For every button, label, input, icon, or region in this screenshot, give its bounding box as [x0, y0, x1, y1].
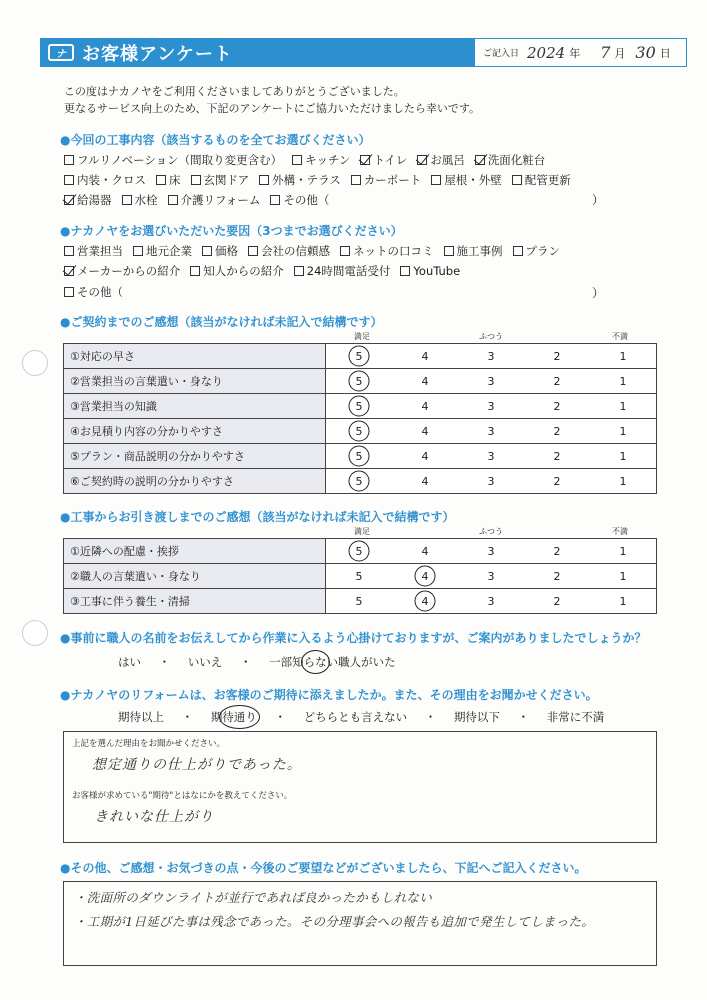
nakanoya-logo-icon: ナ — [48, 44, 74, 61]
rating-score-4[interactable]: 4 — [421, 424, 429, 438]
checkbox-icon[interactable] — [270, 195, 280, 205]
checkbox-checked-icon[interactable] — [417, 155, 427, 165]
rating-score-2[interactable]: 2 — [553, 349, 561, 363]
q1-title: ●今回の工事内容（該当するものを全てお選びください） — [60, 133, 371, 147]
rating-score-4[interactable]: 4 — [421, 374, 429, 388]
rating-scores — [326, 469, 657, 494]
checkbox-option[interactable] — [512, 172, 571, 188]
q3-title: ●ご契約までのご感想（該当がなければ未記入で結構です） — [60, 315, 383, 329]
rating-label: ①近隣への配慮・挨拶 — [64, 539, 326, 564]
rating-scores — [326, 369, 657, 394]
rating-score-3[interactable]: 3 — [487, 449, 495, 463]
punch-hole-bottom — [22, 620, 48, 646]
rating-score-1[interactable]: 1 — [619, 474, 627, 488]
q5-partial-post: い職人がいた — [326, 655, 396, 669]
date-day[interactable]: 30 — [635, 43, 656, 62]
rating-label: ①対応の早さ — [64, 344, 326, 369]
rating-label: ②営業担当の言葉遣い・身なり — [64, 369, 326, 394]
checkbox-label: お風呂 — [430, 153, 465, 167]
checkbox-icon[interactable] — [64, 287, 74, 297]
checkbox-label: 外構・テラス — [272, 173, 341, 187]
checkbox-label: 24時間電話受付 — [306, 264, 391, 278]
checkbox-label: 会社の信頼感 — [261, 244, 330, 258]
rating-scores — [326, 394, 657, 419]
rating-score-1[interactable]: 1 — [619, 569, 627, 583]
checkbox-label: その他（ — [77, 285, 123, 299]
intro-text — [64, 83, 480, 117]
rating-score-5[interactable]: 5 — [326, 350, 392, 363]
checkbox-option[interactable] — [64, 284, 123, 300]
q4-rating-table — [63, 538, 657, 614]
q6-expect-label: お客様が求めている"期待"とはなにかを教えてください。 — [72, 791, 293, 801]
date-month[interactable]: 7 — [600, 43, 611, 62]
rating-score-2[interactable]: 2 — [553, 424, 561, 438]
q2-title: ●ナカノヤをお選びいただいた要因（3つまでお選びください） — [60, 224, 403, 238]
rating-row — [64, 469, 657, 494]
checkbox-icon[interactable] — [444, 246, 454, 256]
q2-other-close-paren: ） — [592, 286, 605, 300]
checkbox-label: 屋根・外壁 — [444, 173, 502, 187]
checkbox-option[interactable] — [168, 192, 261, 208]
q7-title: ●その他、ご感想・お気づきの点・今後のご要望などがございましたら、下記へご記入ください。 — [60, 861, 587, 875]
checkbox-icon[interactable] — [248, 246, 258, 256]
checkbox-icon[interactable] — [400, 266, 410, 276]
q6-as-expected-pre: 期 — [210, 710, 223, 724]
date-label: ご記入日 — [483, 49, 520, 59]
rating-score-5[interactable]: 5 — [326, 375, 392, 388]
rating-score-4[interactable]: 4 — [421, 399, 429, 413]
checkbox-label: メーカーからの紹介 — [77, 264, 181, 278]
rating-score-1[interactable]: 1 — [619, 349, 627, 363]
rating-score-1[interactable]: 1 — [619, 424, 627, 438]
rating-score-5[interactable]: 5 — [326, 425, 392, 438]
checkbox-label: カーポート — [363, 173, 422, 187]
rating-score-4[interactable]: 4 — [421, 349, 429, 363]
q4-scale-high: 満足 — [354, 527, 370, 536]
q1-row-1 — [64, 152, 555, 168]
checkbox-option[interactable] — [513, 243, 561, 259]
checkbox-checked-icon[interactable] — [475, 155, 485, 165]
date-month-unit: 月 — [614, 46, 626, 60]
checkbox-checked-icon[interactable] — [64, 195, 74, 205]
rating-score-3[interactable]: 3 — [487, 474, 495, 488]
rating-label: ③工事に伴う養生・清掃 — [64, 589, 326, 614]
q6-sep: ・ — [517, 710, 530, 724]
rating-score-5[interactable]: 5 — [326, 545, 392, 558]
q6-option-as-expected[interactable] — [211, 710, 257, 724]
checkbox-label: 配管更新 — [524, 173, 571, 187]
rating-row — [64, 419, 657, 444]
rating-score-5[interactable]: 5 — [326, 475, 392, 488]
rating-score-5[interactable]: 5 — [355, 594, 363, 608]
checkbox-option[interactable] — [190, 263, 284, 279]
date-year-unit: 年 — [569, 46, 581, 60]
q7-comment-line-2[interactable]: ・工期が1日延びた事は残念であった。その分理事会への報告も追加で発生してしまった。 — [74, 914, 595, 929]
q6-option-below[interactable]: 期待以下 — [453, 710, 500, 724]
checkbox-icon[interactable] — [340, 246, 350, 256]
q6-option-very-unsatisfied[interactable]: 非常に不満 — [546, 710, 605, 724]
q6-title: ●ナカノヤのリフォームは、お客様のご期待に添えましたか。また、その理由をお聞かせください。 — [60, 688, 598, 702]
checkbox-option[interactable] — [351, 172, 422, 188]
date-day-unit: 日 — [659, 46, 671, 60]
rating-row — [64, 369, 657, 394]
rating-label: ⑥ご契約時の説明の分かりやすさ — [64, 469, 326, 494]
checkbox-icon[interactable] — [351, 175, 361, 185]
checkbox-option[interactable] — [64, 243, 123, 259]
rating-score-3[interactable]: 3 — [487, 594, 495, 608]
checkbox-label: 床 — [169, 173, 181, 187]
rating-score-1[interactable]: 1 — [619, 449, 627, 463]
rating-score-4[interactable]: 4 — [421, 474, 429, 488]
checkbox-label: 水栓 — [134, 193, 158, 207]
rating-scores — [326, 344, 657, 369]
rating-score-5[interactable]: 5 — [326, 400, 392, 413]
rating-score-3[interactable]: 3 — [487, 399, 495, 413]
rating-score-2[interactable]: 2 — [553, 449, 561, 463]
checkbox-option[interactable] — [417, 152, 465, 168]
rating-row — [64, 589, 657, 614]
checkbox-option[interactable] — [248, 243, 330, 259]
rating-score-4[interactable]: 4 — [421, 449, 429, 463]
checkbox-icon[interactable] — [190, 266, 200, 276]
q2-row-1 — [64, 243, 570, 259]
q7-comment-line-1[interactable]: ・洗面所のダウンライトが並行であれば良かったかもしれない — [74, 890, 433, 905]
checkbox-icon[interactable] — [156, 175, 166, 185]
rating-label: ④お見積り内容の分かりやすさ — [64, 419, 326, 444]
q1-row-3 — [64, 192, 339, 208]
q4-scale-low: 不満 — [612, 527, 628, 536]
checkbox-icon[interactable] — [168, 195, 178, 205]
rating-label: ②職人の言葉遣い・身なり — [64, 564, 326, 589]
rating-score-2[interactable]: 2 — [553, 374, 561, 388]
rating-score-3[interactable]: 3 — [487, 374, 495, 388]
rating-score-1[interactable]: 1 — [619, 374, 627, 388]
checkbox-icon[interactable] — [64, 155, 74, 165]
checkbox-option[interactable] — [475, 152, 546, 168]
checkbox-option[interactable] — [156, 172, 181, 188]
q6-option-above[interactable]: 期待以上 — [118, 710, 164, 724]
checkbox-label: 施工事例 — [456, 244, 503, 258]
checkbox-icon[interactable] — [64, 246, 74, 256]
rating-score-4[interactable]: 4 — [392, 570, 458, 583]
q6-reason-label: 上記を選んだ理由をお聞かせください。 — [72, 739, 226, 749]
checkbox-icon[interactable] — [64, 175, 74, 185]
checkbox-option[interactable] — [270, 192, 329, 208]
q3-scale-low: 不満 — [612, 332, 628, 341]
checkbox-icon[interactable] — [513, 246, 523, 256]
checkbox-option[interactable] — [202, 243, 238, 259]
rating-score-2[interactable]: 2 — [553, 544, 561, 558]
q6-options — [118, 709, 604, 725]
q4-scale-mid: ふつう — [479, 527, 503, 536]
intro-line-2: 更なるサービス向上のため、下記のアンケートにご協力いただけましたら幸いです。 — [64, 102, 481, 115]
checkbox-option[interactable] — [122, 192, 158, 208]
rating-label: ⑤プラン・商品説明の分かりやすさ — [64, 444, 326, 469]
q5-option-no[interactable]: いいえ — [187, 655, 223, 669]
checkbox-option[interactable] — [444, 243, 503, 259]
rating-row — [64, 564, 657, 589]
checkbox-checked-icon[interactable] — [360, 155, 370, 165]
rating-scores — [326, 444, 657, 469]
rating-score-3[interactable]: 3 — [487, 349, 495, 363]
q6-reason-text[interactable]: 想定通りの仕上がりであった。 — [92, 757, 302, 773]
rating-score-4[interactable]: 4 — [421, 544, 429, 558]
q7-comment-box[interactable] — [63, 881, 657, 966]
q3-rating-table — [63, 343, 657, 494]
q2-row-3 — [64, 284, 133, 300]
checkbox-label: 介護リフォーム — [180, 193, 261, 207]
q5-options — [118, 654, 396, 670]
q1-other-close-paren: ） — [592, 193, 605, 207]
checkbox-option[interactable] — [133, 243, 192, 259]
checkbox-label: トイレ — [373, 153, 408, 167]
q6-as-expected-circled: 待通り — [222, 710, 257, 724]
checkbox-option[interactable] — [400, 264, 460, 278]
checkbox-label: 営業担当 — [77, 244, 123, 258]
rating-row — [64, 394, 657, 419]
checkbox-icon[interactable] — [259, 175, 269, 185]
checkbox-option[interactable] — [360, 152, 407, 168]
checkbox-label: その他（ — [283, 193, 330, 207]
checkbox-icon[interactable] — [294, 266, 304, 276]
q6-sep: ・ — [181, 710, 194, 724]
q6-sep: ・ — [424, 710, 437, 724]
checkbox-label: 価格 — [215, 244, 238, 258]
checkbox-label: ネットの口コミ — [353, 244, 434, 258]
rating-row — [64, 539, 657, 564]
rating-score-3[interactable]: 3 — [487, 569, 495, 583]
checkbox-option[interactable] — [191, 172, 250, 188]
rating-scores — [326, 419, 657, 444]
checkbox-option[interactable] — [294, 263, 391, 279]
q6-option-neutral[interactable]: どちらとも言えない — [303, 710, 408, 724]
rating-scores — [326, 564, 657, 589]
checkbox-option[interactable] — [64, 192, 112, 208]
checkbox-checked-icon[interactable] — [64, 266, 74, 276]
q5-partial-pre: 一部知 — [269, 655, 304, 669]
rating-scores — [326, 589, 657, 614]
intro-line-1: この度はナカノヤをご利用くださいましてありがとうございました。 — [64, 85, 405, 98]
q5-option-partial[interactable] — [269, 655, 396, 669]
punch-hole-top — [22, 350, 48, 376]
checkbox-option[interactable] — [431, 172, 502, 188]
q6-sep: ・ — [274, 710, 286, 724]
rating-score-5[interactable]: 5 — [326, 450, 392, 463]
rating-score-1[interactable]: 1 — [619, 594, 627, 608]
date-year[interactable]: 2024 — [527, 43, 566, 62]
checkbox-label: 内装・クロス — [77, 173, 146, 187]
page-title: お客様アンケート — [82, 43, 233, 65]
q5-sep-1: ・ — [158, 655, 171, 669]
rating-score-1[interactable]: 1 — [619, 399, 627, 413]
checkbox-label: 玄関ドア — [203, 173, 250, 187]
checkbox-label: 給湯器 — [77, 193, 112, 207]
checkbox-label: キッチン — [305, 153, 351, 167]
checkbox-label: プラン — [525, 244, 560, 258]
q5-title: ●事前に職人の名前をお伝えしてから作業に入るよう心掛けておりますが、ご案内がありましたでしょうか？ — [60, 631, 647, 645]
rating-score-2[interactable]: 2 — [553, 399, 561, 413]
checkbox-option[interactable] — [64, 263, 180, 279]
checkbox-label: YouTube — [413, 264, 461, 278]
checkbox-option[interactable] — [64, 172, 146, 188]
rating-score-2[interactable]: 2 — [553, 474, 561, 488]
q5-partial-circled: らな — [303, 655, 327, 669]
rating-scores — [326, 539, 657, 564]
rating-label: ③営業担当の知識 — [64, 394, 326, 419]
checkbox-label: 洗面化粧台 — [487, 153, 546, 167]
rating-score-3[interactable]: 3 — [487, 424, 495, 438]
checkbox-icon[interactable] — [431, 175, 441, 185]
rating-row — [64, 444, 657, 469]
checkbox-icon[interactable] — [512, 175, 522, 185]
title-banner — [40, 38, 474, 67]
checkbox-icon[interactable] — [292, 155, 302, 165]
rating-score-3[interactable]: 3 — [487, 544, 495, 558]
rating-score-2[interactable]: 2 — [553, 569, 561, 583]
checkbox-option[interactable] — [340, 243, 434, 259]
rating-score-5[interactable]: 5 — [355, 569, 363, 583]
q6-expect-text[interactable]: きれいな仕上がり — [94, 809, 214, 825]
checkbox-label: フルリノベーション（間取り変更含む） — [77, 153, 283, 167]
checkbox-icon[interactable] — [133, 246, 143, 256]
rating-score-1[interactable]: 1 — [619, 544, 627, 558]
q3-scale-mid: ふつう — [479, 332, 503, 341]
checkbox-option[interactable] — [292, 152, 350, 168]
checkbox-option[interactable] — [64, 152, 282, 168]
q3-scale-high: 満足 — [354, 332, 370, 341]
rating-score-4[interactable]: 4 — [392, 595, 458, 608]
checkbox-icon[interactable] — [122, 195, 132, 205]
q1-row-2 — [64, 172, 581, 188]
q2-row-2 — [64, 263, 470, 279]
rating-row — [64, 344, 657, 369]
checkbox-label: 地元企業 — [146, 244, 192, 258]
q6-reason-box[interactable] — [63, 731, 657, 843]
checkbox-label: 知人からの紹介 — [203, 264, 284, 278]
date-box — [474, 38, 687, 67]
q5-sep-2: ・ — [239, 655, 252, 669]
checkbox-option[interactable] — [259, 172, 341, 188]
q4-title: ●工事からお引き渡しまでのご感想（該当がなければ未記入で結構です） — [60, 510, 455, 524]
q5-option-yes[interactable]: はい — [118, 655, 141, 669]
checkbox-icon[interactable] — [191, 175, 201, 185]
checkbox-icon[interactable] — [202, 246, 212, 256]
rating-score-2[interactable]: 2 — [553, 594, 561, 608]
